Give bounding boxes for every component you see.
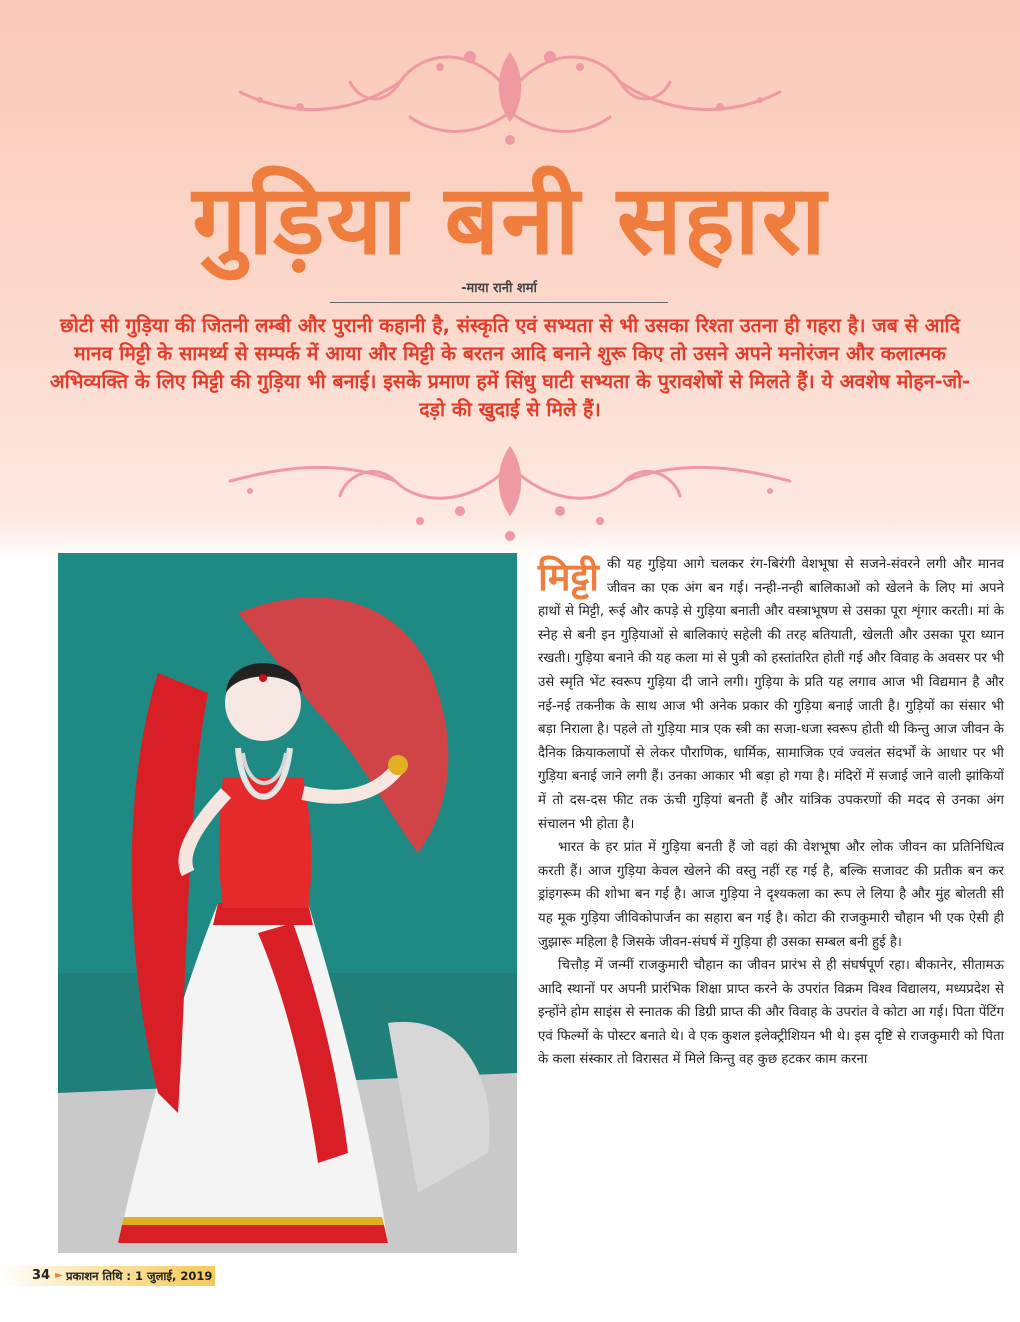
arrow-icon: ►	[55, 1270, 63, 1281]
page-footer	[0, 1266, 215, 1286]
article-byline: -माया रानी शर्मा	[330, 278, 668, 303]
article-body	[538, 553, 1004, 1072]
page-number: 34	[32, 1268, 51, 1283]
floral-ornament-bottom	[0, 436, 1020, 548]
paragraph-1-text: की यह गुड़िया आगे चलकर रंग-बिरंगी वेशभूषा से सजने-संवरने लगी और मानव जीवन का एक अंग बन गई। नन्ही-नन्ही बालिकाओं को खेलने के लिए मां अपने हाथों से मिट्टी, रूई और कपड़े से गुड़िया बनाती और वस्त्राभूषण से उसका पूरा शृंगार करती। मां के स्नेह से बनी इन गुड़ियाओं से बालिकाएं सहेली की तरह बतियाती, खेलती और उसका पूरा ध्यान रखती। गुड़िया बनाने की यह कला मां से पुत्री को हस्तांतरित होती गई और विवाह के अवसर पर भी उसे स्मृति भेंट स्वरूप गुड़िया दी जाने लगी। गुड़िया के प्रति यह लगाव आज भी विद्यमान है और नई-नई तकनीक के साथ आज भी अनेक प्रकार की गुड़िया बनाई जाती है। गुड़ियों का संसार भी बड़ा निराला है। पहले तो गुड़िया मात्र एक स्त्री का सजा-धजा स्वरूप होती थी किन्तु आज जीवन के दैनिक क्रियाकलापों से लेकर पौराणिक, धार्मिक, सामाजिक एवं ज्वलंत संदर्भों के आधार पर भी गुड़िया बनाई जाने लगी हैं। उनका आकार भी बड़ा हो गया है। मंदिरों में सजाई जाने वाली झांकियों में तो दस-दस फीट तक ऊंची गुड़ियां बनती हैं और यांत्रिक उपकरणों की मदद से उनका अंग संचालन भी होता है।	[538, 557, 1004, 832]
paragraph-2: भारत के हर प्रांत में गुड़िया बनती हैं जो वहां की वेशभूषा और लोक जीवन का प्रतिनिधित्व करती हैं। आज गुड़िया केवल खेलने की वस्तु नहीं रह गई है, बल्कि सजावट की प्रतीक बन कर ड्रांइगरूम की शोभा बन गई है। आज गुड़िया ने दृश्यकला का रूप ले लिया है और मुंह बोलती सी यह मूक गुड़िया जीविकोपार्जन का सहारा बन गई है। कोटा की राजकुमारी चौहान भी एक ऐसी ही जुझारू महिला है जिसके जीवन-संघर्ष में गुड़िया ही उसका सम्बल बनी हुई है।	[538, 840, 1004, 950]
doll-photo	[58, 553, 517, 1253]
article-intro: छोटी सी गुड़िया की जितनी लम्बी और पुरानी कहानी है, संस्कृति एवं सभ्यता से भी उसका रिश्ता उतना ही गहरा है। जब से आदि मानव मिट्टी के सामर्थ्य से सम्पर्क में आया और मिट्टी के बरतन आदि बनाने शुरू किए तो उसने अपने मनोरंजन और कलात्मक अभिव्यक्ति के लिए मिट्टी की गुड़िया भी बनाई। इसके प्रमाण हमें सिंधु घाटी सभ्यता के पुरावशेषों से मिलते हैं। ये अवशेष मोहन-जो-दड़ो की खुदाई से मिले हैं।	[49, 314, 971, 421]
paragraph-3: चित्तौड़ में जन्मीं राजकुमारी चौहान का जीवन प्रारंभ से ही संघर्षपूर्ण रहा। बीकानेर, सीतामऊ आदि स्थानों पर अपनी प्रारंभिक शिक्षा प्राप्त करने के उपरांत विक्रम विश्व विद्यालय, मध्यप्रदेश से इन्होंने होम साइंस से स्नातक की डिग्री प्राप्त की और विवाह के उपरांत वे कोटा आ गई। पिता पेंटिंग एवं फिल्मों के पोस्टर बनाते थे। वे एक कुशल इलेक्ट्रीशियन भी थे। इस दृष्टि से राजकुमारी को पिता के कला संस्कार तो विरासत में मिले किन्तु वह कुछ हटकर काम करना	[538, 958, 1004, 1068]
publication-date: प्रकाशन तिथि : 1 जुलाई, 2019	[66, 1269, 213, 1283]
article-title: गुड़िया बनी सहारा	[192, 164, 828, 276]
drop-word: मिट्टी	[538, 555, 599, 599]
paragraph-1	[538, 553, 1004, 836]
floral-ornament-top	[0, 22, 1020, 162]
